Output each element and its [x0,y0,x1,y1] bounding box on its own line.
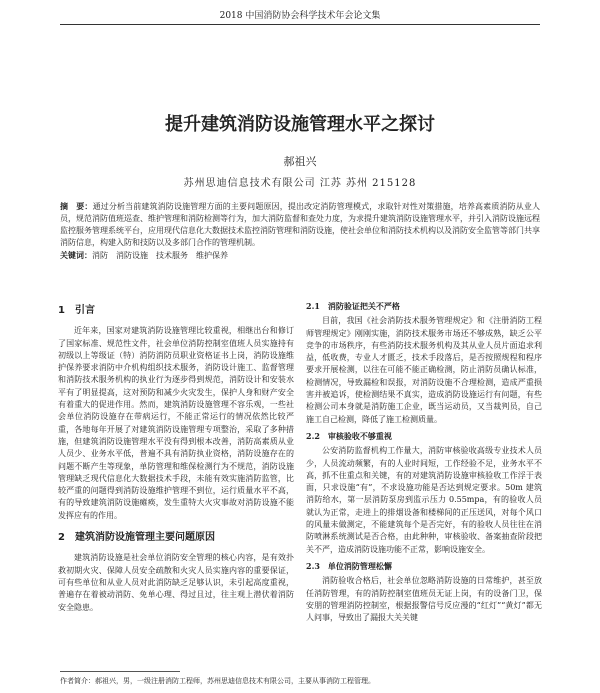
section-1-heading: 1 引言 [58,305,95,316]
abstract-text: 通过分析当前建筑消防设施管理方面的主要问题原因，提出改定消防管理模式，求取针对性对策措施，培养高素质消防从业人员，规范消防值班巡查、维护管理和消防检测等行为，加大消防监督和查处力度，为求提升建筑消防设施管理水平，并引入消防设施远程监控服务管理系统平台，应用现代信息化大数据技术监控消防管理和消防设施，使社会单位和消防技术机构以及消防安全监管等部门共享消防信息，构建入防和技防以及多部门合作的管理机制。 [60,202,541,247]
keywords-text: 消防 消防设施 技术服务 维护保养 [92,251,228,260]
section-2-3-heading: 2.3 单位消防管理松懈 [306,560,392,571]
section-2-3-para: 消防验收合格后，社会单位忽略消防设施的日常维护，甚至放任消防管理，有的消防控制室值班员无证上岗，有的设备门卫，保安朋的管理消防控制室，根据报警信号反应漫的“红灯”“黄灯”都无人问事，导致出了漏报大关关键 [306,576,542,623]
affiliation: 苏州思迪信息技术有限公司 江苏 苏州 215128 [183,178,417,189]
right-column [306,296,542,624]
section-2-2-para: 公安消防监督机构工作量大，消防审核验收高级专业技术人员少，人员流动频繁，有的人业时间短，工作经验不足，业务水平不高，抓不住重点和关键，有的对建筑消防设施审核验收工作浮于表面，只求设施“有”，不求设施功能是否达到规定要求。50m 建筑消防给水，第一层消防泵房到监示压力 0.55mpa，有的验收人员就认为正常，走进上的排烟设备和楼梯间的正压送风，对每个风口的风量未做测定，不能建筑每个是否完好，有的验收人员往往在消防喷淋系统测试是否合格，由此种种，审核验收、备案抽查阶段把关不严，造成消防设施功能不正常，影响设施安全。 [306,446,542,554]
abstract [60,200,540,249]
section-1-para: 近年来，国家对建筑消防设施管理比较重视，相继出台和修订了国家标准、规范性文件，社会单位消防控制室值班人员实施持有初级以上等级证（特）消防消防员职业资格证书上岗，消防设施维护保养要求消防中介机构组织技术服务，消防设计施工、监督管理和消防技术服务机构的执业行为逐步得到规范，消防设计和安装水平有了明显提高，这对预防和减少火灾发生，保护人身和财产安全有着重大的促进作用。然而，建筑消防设施管理不容乐观，一些社会单位消防设施存在带病运行，不能正常运行的情况依然比较严重，各地每年开展了对建筑消防设施管理专项整治，采取了多种措施，但建筑消防设施管理水平没有得到根本改善，消防高素质从业人员少、业务水平低，普遍不具有消防执业资格，消防设施存在的问题不断产生等现象，单防管理和维保检测行为不规范，消防设施管理缺乏现代信息化大数据技术手段，未能有效实施消防监管，比较严重的问题得到消防设施维护管理不到位，运行质量水平不高，有的导致建筑消防设施瘫痪，发生重特大火灾事故对消防设施不能发挥应有的作用。 [58,326,294,520]
section-2-1-heading: 2.1 消防验证把关不严格 [306,301,400,311]
header-rule [60,24,540,25]
abstract-label: 摘 要： [60,201,93,211]
section-2-2-heading: 2.2 审核验收不够重视 [306,430,392,441]
footnote: 作者简介：郝祖兴，男，一级注册消防工程师，苏州思迪信息技术有限公司，主要从事消防工程管理。 [60,677,375,685]
paper-title: 提升建筑消防设施管理水平之探讨 [165,114,435,135]
left-column [58,295,294,614]
author: 郝祖兴 [283,155,317,168]
section-2-heading: 2 建筑消防设施管理主要问题原因 [58,532,215,544]
keywords-label: 关键词： [60,250,92,260]
section-2-1-para: 目前，我国《社会消防技术服务管理规定》和《注册消防工程师管理规定》刚刚实施，消防技术服务市场还不够成熟，缺乏公平竞争的市场秩序，有些消防技术服务机构及其从业人员片面追求利益，低收费，专业人才匮乏，技术手段落后，是否按照规程和程序要求开展检测，以往在可能不能正确检测，防止消防员确认标准，检测情况，导致漏检和误报，对消防设施不合理检测，造成严重损害并被追诉，使检测结果不真实，造成消防设施运行有问题，有些检测公司本身就是消防施工企业，既当运动员，又当裁判员，自己施工自己检测，降低了施工检测质量。 [306,316,542,424]
footnote-rule [60,671,180,672]
section-2-para: 建筑消防设施是社会单位消防安全管理的核心内容，是有效扑救初期火灾、保障人员安全疏散和火灾人员实施内容的重要保证，可有些单位和从业人员对此消防缺乏足够认识，未引起高度重视，普遍存在着被动消防、免单心理、得过且过，往主观上潜伏着消防安全隐患。 [58,553,294,612]
keywords [60,250,540,261]
running-header: 2018 中国消防协会科学技术年会论文集 [219,11,381,21]
